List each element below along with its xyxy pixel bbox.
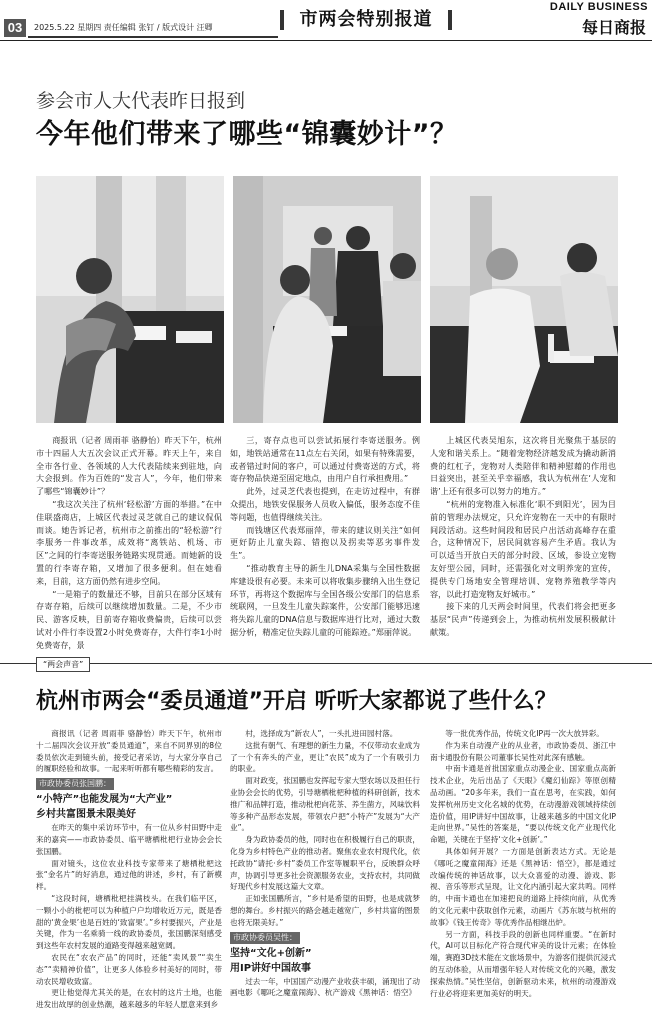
speaker-bar: 市政协委员张国鹏： <box>36 778 114 790</box>
paragraph: “我这次关注了杭州‘轻松游’方面的举措。”在中佳联盛商店，上城区代表过灵芝就自己的建议侃侃而谈。她告诉记者，杭州市之前推出的“轻松游”行李服务一件事改革，成效将“离铁站、机场、市区”之间的行李寄送服务链路实现贯通。而她新的设置的行李寄存箱，又增加了很多便利。但在她看来，目前，这方面仍然有进步空间。 <box>36 498 222 586</box>
header-bar <box>28 36 278 38</box>
paragraph: 面对政变，张国鹏也发挥起专家大型农场以及担任行业协会会长的优势，引导塘栖枇杷种植的科研创新，技术推广和品牌打造，推动枇杷向花茶、养生菌方，风味饮料等多种产品形态发展，带领农户把“小特产”发展为“大产业”。 <box>230 776 420 833</box>
paragraph: “推动教育主导的新生儿DNA采集与全国性数据库建设很有必要。未来可以将收集步骤纳入出生登记环节，再将这个数据库与全国各级公安部门的信息系统联网，一旦发生儿童失踪案件，公安部门能够迅速将失踪儿童的DNA信息与数据库进行比对，通过大数据分析，精准定位失踪儿童的可能踪迹。”郑丽萍说。 <box>230 562 420 637</box>
page-header <box>0 0 652 40</box>
subheading: 坚持“文化+创新” <box>230 947 312 959</box>
paragraph: 等一批优秀作品，传统文化IP再一次大放异彩。 <box>445 729 604 738</box>
paragraph: 而钱塘区代表郑丽萍，带来的建议则关注“如何更好防止儿童失踪、错抱以及拐卖等恶劣事件发生”。 <box>230 524 420 561</box>
page-number: 03 <box>4 19 26 37</box>
section-tag: “两会声音” <box>36 657 90 672</box>
article1-column-3 <box>430 434 616 639</box>
masthead-en: DAILY BUSINESS <box>549 1 648 13</box>
paragraph: 另一方面，科技手段的创新也同样重要。“在新时代，AI可以目标化产符合现代审美的设计元素；在体验端，赛跑3D技术能在文旅场景中，为游客们提供沉浸式的互动体验，从而增强年轻人对传统文化的兴趣，激发探索热情。”吴性坚信，创新驱动未来，杭州的动漫游戏行业必将迎来更加美好的明天。 <box>430 929 616 998</box>
paragraph: 商报讯（记者 周雨菲 骆静怡）昨天下午，杭州市十四届人大五次会议正式开幕。昨天上午，来自全市各行业、各领域的人大代表陆续来到驻地，向大会报到。作为百姓的“发言人”，今年，他们带来了哪些“锦囊妙计”？ <box>36 435 222 497</box>
article1-kicker: 参会市人大代表昨日报到 <box>36 90 246 112</box>
paragraph: 面对镜头，这位农业科技专家带来了塘栖枇杷这张“金名片”的好消息，通过他的讲述，乡村，有了新模样。 <box>36 858 222 892</box>
subheading: 乡村共富图景未限美好 <box>36 809 136 821</box>
subheading: “小特产”也能发展为“大产业” <box>36 794 173 806</box>
paragraph: “杭州的宠物准入标准化‘职不到阳光’，因为目前的管理办法规定，只允许宠物在一天中的有限时间段活动。这些时间段和居民户出活动高峰存在重合，这种情况下，居民间就容易产生矛盾。我认为可以适当开放白天的部分时段、区域，参设立宠物友好型公园，同时，还需强化对文明养宠的宣传，提供专门场地安全管理培训、宠物养殖教学等内容，以此打造宠物友好城市。” <box>430 498 616 599</box>
paragraph: 此外，过灵芝代表也提到，在走访过程中，有群众提出，地铁安保服务人员收入偏低，服务态度不佳等问题，也值得继续关注。 <box>230 486 420 522</box>
article1-column-1 <box>36 434 222 652</box>
paragraph: 上城区代表吴旭东，这次将目光聚焦于基层的人宠和谐关系上。“随着宠物经济越发成为撬动新消费的红杠子，宠物对人类陪伴和精神慰藉的作用也日益突出，甚至关乎幸福感，我认为杭州在‘人宠和谐’上还有很多可以努力的地方。” <box>430 435 616 497</box>
masthead-cn: 每日商报 <box>581 18 646 37</box>
speaker-bar: 市政协委员吴性： <box>230 932 300 944</box>
paragraph: “这段时间，塘栖枇杷挂满枝头。在我们临平区，一颗小小的枇杷可以为种植户户均增收近万元，既是香甜的‘黄金果’也是百姓的‘致富果’。”乡村要振兴，产业是关键，作为一名乘骑一线的政协委员，张国鹏深刻感受到这些年农村发展的道路变得越来越宽阔。 <box>36 893 222 951</box>
paragraph: 在昨天的集中采访环节中，有一位从乡村田野中走来的嘉宾——市政协委员、临平塘栖枇杷行业协会会长张国鹏。 <box>36 823 222 856</box>
paragraph: 接下来的几天两会时间里，代表们将会把更多基层“民声”传递到会上，为推动杭州发展积极献计献策。 <box>430 601 616 637</box>
paragraph: 身为政协委员的他，同时也在积极履行自己的职责，化身为乡村特色产业的推动者。聚焦农业农村现代化，依托政协“请托·乡村”委员工作室等履职平台，反映群众呼声，协调引导更多社会资源服务农业，支持农村，共同做好现代乡村发展这篇大文章。 <box>230 835 420 892</box>
header-rule <box>0 40 652 41</box>
photo-1 <box>36 176 224 423</box>
paragraph: 作为来自动漫产业的从业者，市政协委员、浙江中南卡通股份有限公司董事长吴性对此深有感触。 <box>430 740 616 762</box>
paragraph: 商报讯（记者 周雨菲 骆静怡）昨天下午，杭州市十二届四次会议开放“委员通道”，来自不同界别的8位委员依次走到镜头前，接受记者采访，与大家分享自己的履职经验和故事。一起来听听都有哪些精彩的发言。 <box>36 729 222 774</box>
paragraph: 村，选择成为“新农人”，一头扎进田园村落。 <box>245 729 398 738</box>
paragraph: 这批有朝气、有理想的新生力量，不仅带动农业成为了一个有奔头的产业，更让“农民”成为了一个有吸引力的职业。 <box>230 740 420 774</box>
photo-2 <box>233 176 421 423</box>
issue-meta: 2025.5.22 星期四 责任编辑 张钉 / 版式设计 汪卿 <box>34 23 213 32</box>
article2-column-3 <box>430 728 616 999</box>
article2-headline: 杭州市两会“委员通道”开启 听听大家都说了些什么？ <box>36 689 557 714</box>
paragraph: “一是箱子的数量还不够，目前只在部分区域有存寄存箱，后续可以继续增加数量。二是，不少市民、游客反映，目前寄存箱收费偏贵，后续可以尝试对小件行李设置2小时免费寄存，大件行李1小时免费寄存，景 <box>36 588 222 650</box>
article1-column-2 <box>230 434 420 639</box>
paragraph: 更让他觉得尤其关的是，在农村的这片土地，也能进发出故厚的创业热潮，越来越多的年轻人愿意来到乡 <box>36 988 222 1010</box>
section-divider <box>0 663 652 664</box>
paragraph: 三，寄存点也可以尝试拓展行李寄送服务。例如，地铁站通常在11点左右关闭，如果有特殊需要，或者错过时间的客户，可以通过付费寄送的方式，将寄存物品快递至固定地点，由用户自行承担费用。” <box>230 435 420 484</box>
article2-column-2 <box>230 728 420 999</box>
paragraph: 正如张国鹏所言，“乡村是希望的田野，也是成就梦想的舞台。乡村振兴的路会越走越宽广，乡村共富的图景也将无限美好。” <box>230 894 420 927</box>
subheading: 用IP讲好中国故事 <box>230 962 312 974</box>
section-title: 市两会特别报道 <box>282 4 450 36</box>
paragraph: 中南卡通是首批国家重点动漫企业、国家重点高新技术企业，先后出品了《天眼》《魔幻仙踪》等原创精品动画。“20多年来，我们一直在思考，在实践，如何发挥杭州历史文化名城的优势，在动漫游戏领域持续创造价值，用IP讲好中国故事，让越来越多的中国文化IP走向世界。”吴性的答案是，“要以传统文化产业现代化命题，关键在于坚持‘文化+创新’。” <box>430 764 616 845</box>
paragraph: 具体如何开展？一方面是创新表达方式。无论是《哪吒之魔童闹海》还是《黑神话：悟空》，都是通过改编传统的神话故事，以大众喜爱的动漫、游戏、影视、音乐等形式呈现，让文化内涵引起大家共鸣。同样的，中南卡通也在加速把良的道路上持续向前，从优秀的文化元素中获取创作元素，动画片《苏东坡与杭州的故事》《钱王传奇》等优秀作品相继出炉。 <box>430 846 616 927</box>
article2-column-1 <box>36 728 222 1011</box>
paragraph: 过去一年，中国国产动漫产业收获丰硕，涌现出了动画电影《哪吒之魔童闹海》、杭产游戏《黑神话：悟空》 <box>230 976 420 998</box>
article1-headline: 今年他们带来了哪些“锦囊妙计”？ <box>36 119 458 150</box>
photo-3 <box>430 176 618 423</box>
paragraph: 农民在“农农产品”的同时，还能“卖风景”“卖生态”“卖精神价值”，让更多人体验乡村美好的同时，带动农民增收致富。 <box>36 952 222 986</box>
